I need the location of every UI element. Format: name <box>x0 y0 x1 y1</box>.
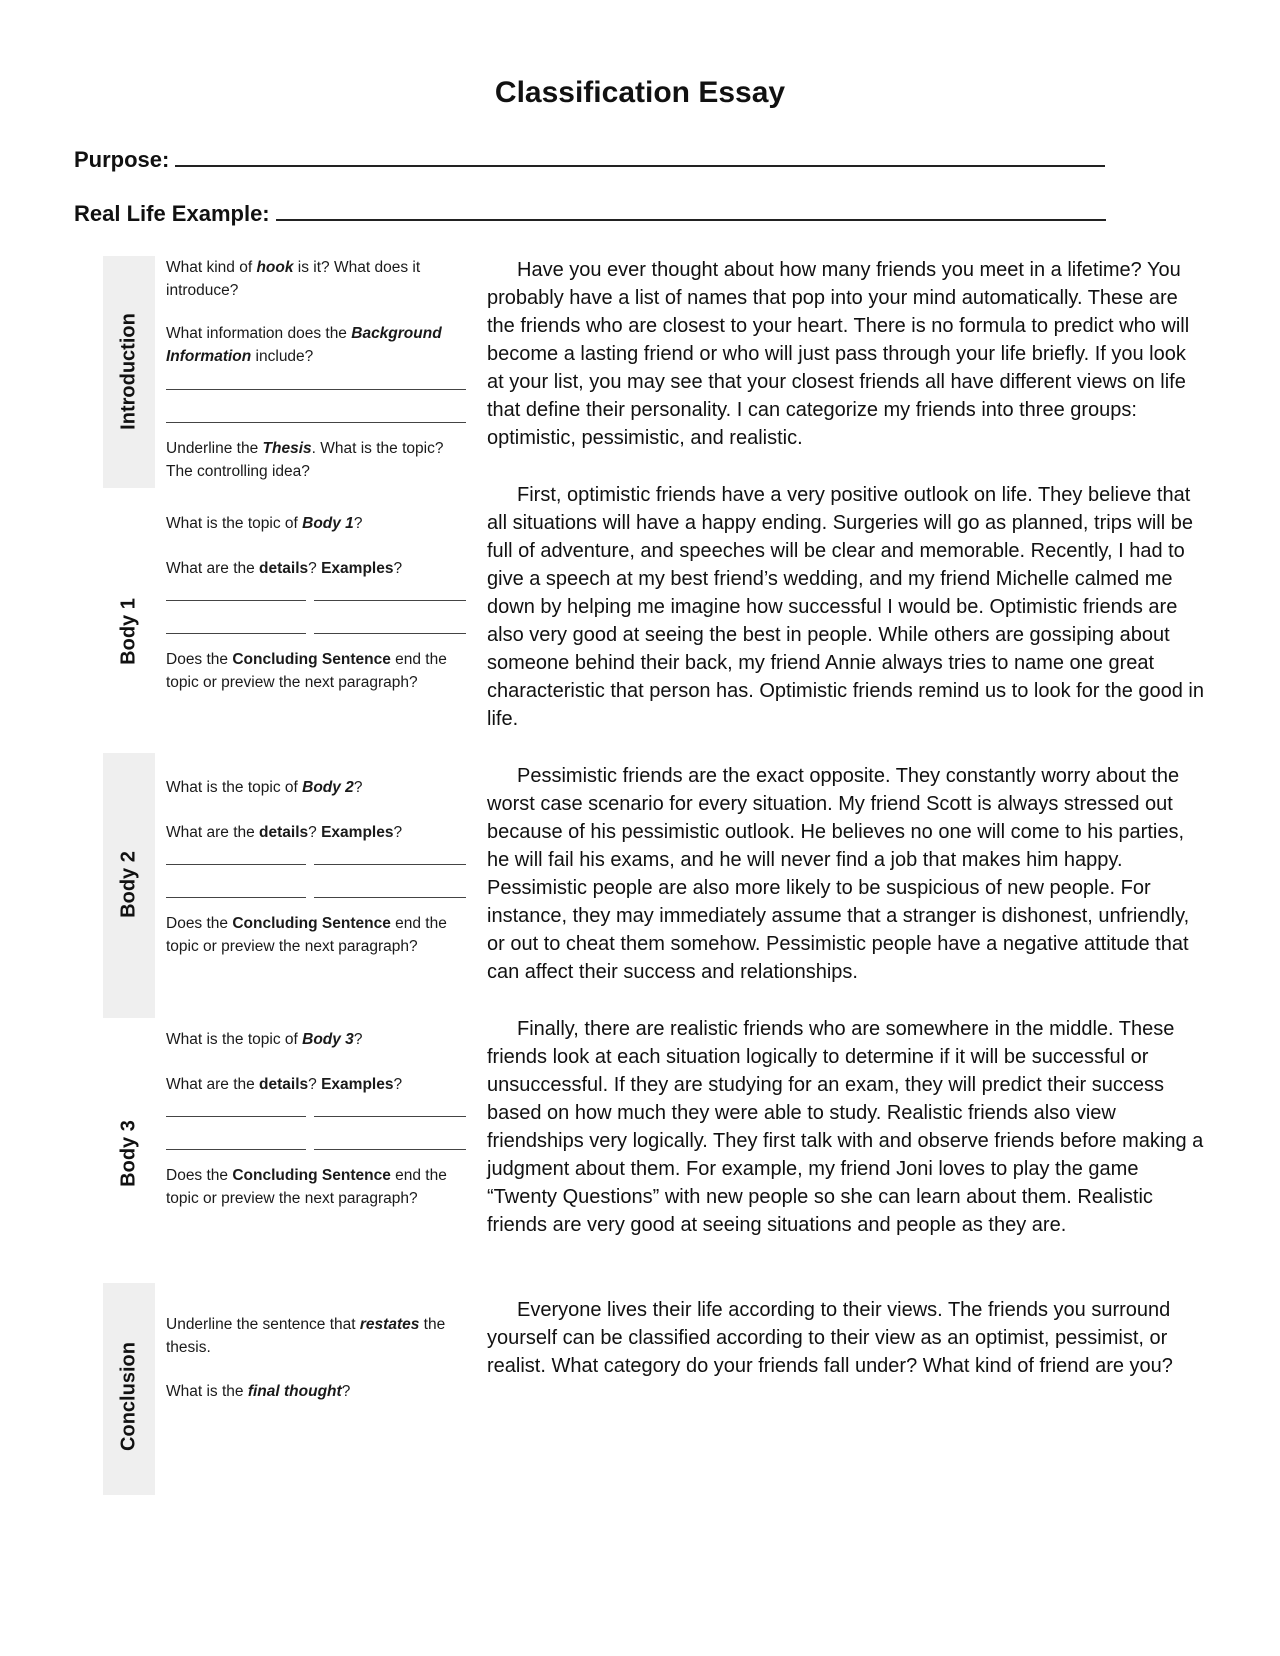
body3-answer-line[interactable] <box>314 1149 466 1150</box>
intro-answer-line-2[interactable] <box>166 422 466 423</box>
body1-answer-line[interactable] <box>166 600 306 601</box>
body1-details-question: What are the details? Examples? <box>166 560 403 577</box>
essay-paragraph-body2: Pessimistic friends are the exact opposite. They constantly worry about the worst case scenario for every situation. My friend Scott is always stressed out because of his pessimistic outlook. He believes no one will come to his parties, he will fail his exams, and he will never find a job that makes him happy. Pessimistic people are also more likely to be suspicious of new people. For instance, they may immediately assume that a stranger is dishonest, unfriendly, or out to cheat them somehow. Pessimistic people have a negative attitude that can affect their success and relationships. <box>487 765 1190 983</box>
body1-label: Body 1 <box>117 598 140 665</box>
body3-answer-line[interactable] <box>166 1116 306 1117</box>
conclusion-final-thought-question: What is the final thought? <box>166 1383 351 1400</box>
body1-answer-line[interactable] <box>166 633 306 634</box>
body2-topic-question: What is the topic of Body 2? <box>166 779 363 796</box>
essay-paragraph-introduction: Have you ever thought about how many friends you meet in a lifetime? You probably have a list of names that pop into your mind automatically. These are the friends who are closest to your heart. There is no formula to predict who will become a lasting friend or who will just pass through your life briefly. If you look at your list, you may see that your closest friends all have different views on life that define their personality. I can categorize my friends into three groups: optimistic, pessimistic, and realistic. <box>487 259 1190 449</box>
purpose-blank[interactable] <box>175 145 1105 167</box>
conclusion-restates-question: Underline the sentence that restates the thesis. <box>166 1316 446 1356</box>
real-life-example-blank[interactable] <box>276 199 1106 221</box>
essay-paragraph-body3: Finally, there are realistic friends who are somewhere in the middle. These friends look at each situation logically to determine if it will be successful or unsuccessful. If they are studying for an exam, they will predict their success based on how much they were able to study. Realistic friends also view friendships very logically. They first talk with and observe friends before making a judgment about them. For example, my friend Joni loves to play the game “Twenty Questions” with new people so she can learn about them. Realistic friends are very good at seeing situations and people as they are. <box>487 1018 1204 1236</box>
intro-thesis-question: Underline the Thesis. What is the topic? The controlling idea? <box>166 440 444 480</box>
real-life-example-label: Real Life Example: <box>74 201 270 226</box>
real-life-example-line <box>74 199 1106 227</box>
body2-band <box>103 753 155 1018</box>
body1-band <box>103 490 155 732</box>
body3-concluding-question: Does the Concluding Sentence end the topic or preview the next paragraph? <box>166 1167 447 1207</box>
body3-topic-question: What is the topic of Body 3? <box>166 1031 363 1048</box>
essay-paragraph-body1: First, optimistic friends have a very positive outlook on life. They believe that all situations will have a happy ending. Surgeries will go as planned, trips will be full of adventure, and speeches will be clear and memorable. Recently, I had to give a speech at my best friend’s wedding, and my friend Michelle calmed me down by helping me imagine how successful I would be. Optimistic friends are also very good at seeing the best in people. While others are gossiping about someone behind their back, my friend Annie always tries to name one great characteristic that person has. Optimistic friends remind us to look for the good in life. <box>487 484 1205 730</box>
body2-details-question: What are the details? Examples? <box>166 824 403 841</box>
body1-concluding-question: Does the Concluding Sentence end the topic or preview the next paragraph? <box>166 651 447 691</box>
body2-answer-line[interactable] <box>314 864 466 865</box>
body2-answer-line[interactable] <box>166 897 306 898</box>
body2-answer-line[interactable] <box>166 864 306 865</box>
intro-answer-line-1[interactable] <box>166 389 466 390</box>
body1-answer-line[interactable] <box>314 600 466 601</box>
purpose-label: Purpose: <box>74 147 170 172</box>
intro-hook-question: What kind of hook is it? What does it introduce? <box>166 259 421 299</box>
purpose-line <box>74 145 1105 173</box>
body3-details-question: What are the details? Examples? <box>166 1076 403 1093</box>
body3-answer-line[interactable] <box>166 1149 306 1150</box>
essay-paragraph-conclusion: Everyone lives their life according to their views. The friends you surround yourself can be classified according to their view as an optimist, pessimist, or realist. What category do your friends fall under? What kind of friend are you? <box>487 1299 1173 1377</box>
body2-label: Body 2 <box>117 851 140 918</box>
body2-concluding-question: Does the Concluding Sentence end the topic or preview the next paragraph? <box>166 915 447 955</box>
introduction-band <box>103 256 155 488</box>
conclusion-band <box>103 1283 155 1495</box>
body1-answer-line[interactable] <box>314 633 466 634</box>
body3-band <box>103 1018 155 1265</box>
introduction-label: Introduction <box>117 313 140 430</box>
body2-answer-line[interactable] <box>314 897 466 898</box>
body3-answer-line[interactable] <box>314 1116 466 1117</box>
page-title: Classification Essay <box>494 76 786 109</box>
body1-topic-question: What is the topic of Body 1? <box>166 515 363 532</box>
conclusion-label: Conclusion <box>117 1342 140 1451</box>
body3-label: Body 3 <box>117 1120 140 1187</box>
intro-background-question: What information does the Background Information include? <box>166 325 442 365</box>
